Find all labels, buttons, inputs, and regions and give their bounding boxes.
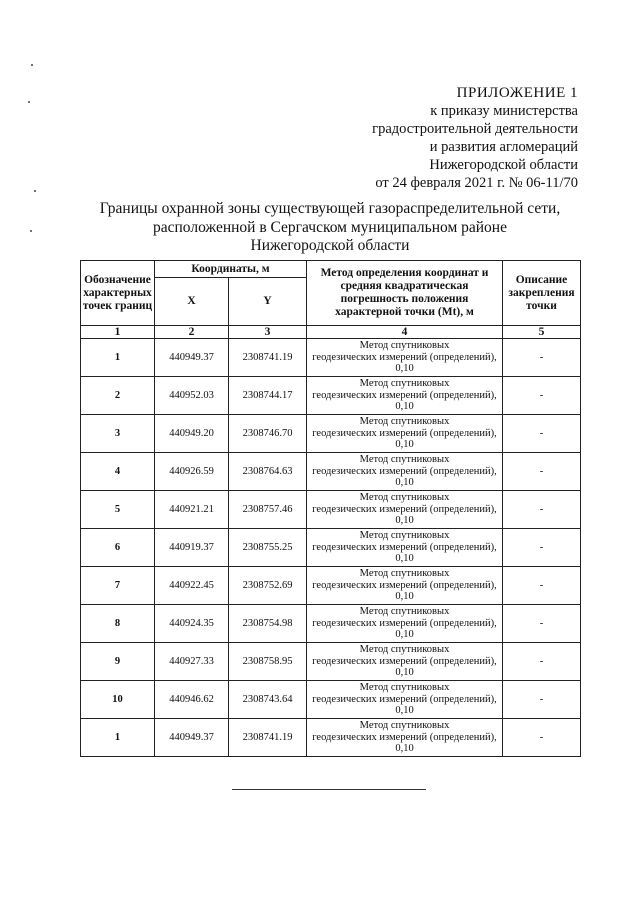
cell-point: 7 (81, 567, 155, 605)
table-row (81, 529, 581, 567)
title-line: Нижегородской области (250, 237, 410, 254)
table-row (81, 453, 581, 491)
method-line: Метод спутниковых (359, 454, 450, 466)
cell-x: 440922.45 (155, 567, 229, 605)
method-line: геодезических измерений (определений), (312, 351, 497, 363)
method-line: 0,10 (395, 363, 414, 375)
cell-point: 9 (81, 643, 155, 681)
header-y: Y (229, 278, 307, 326)
table-row (81, 719, 581, 757)
header-x: X (155, 278, 229, 326)
header-description: Описание закрепления точки (503, 261, 581, 326)
method-line: геодезических измерений (определений), (312, 427, 497, 439)
cell-y: 2308757.46 (229, 491, 307, 529)
method-line: Метод спутниковых (359, 568, 450, 580)
method-line: Метод спутниковых (359, 340, 450, 352)
method-line: геодезических измерений (определений), (312, 617, 497, 629)
coordinates-table (80, 260, 581, 757)
column-number-row (81, 326, 581, 339)
method-line: Метод спутниковых (359, 530, 450, 542)
appendix-block (372, 84, 578, 192)
table-body (81, 339, 581, 757)
method-line: 0,10 (395, 401, 414, 413)
method-line: 0,10 (395, 439, 414, 451)
cell-description: - (503, 605, 581, 643)
table-row (81, 681, 581, 719)
cell-description: - (503, 529, 581, 567)
cell-x: 440926.59 (155, 453, 229, 491)
cell-y: 2308741.19 (229, 339, 307, 377)
scan-speck (30, 230, 32, 232)
cell-y: 2308755.25 (229, 529, 307, 567)
cell-point: 2 (81, 377, 155, 415)
cell-y: 2308746.70 (229, 415, 307, 453)
method-line: геодезических измерений (определений), (312, 541, 497, 553)
cell-description: - (503, 719, 581, 757)
table-row (81, 605, 581, 643)
cell-x: 440927.33 (155, 643, 229, 681)
cell-method (307, 719, 503, 757)
cell-method (307, 529, 503, 567)
cell-point: 1 (81, 339, 155, 377)
method-line: Метод спутниковых (359, 644, 450, 656)
method-line: геодезических измерений (определений), (312, 503, 497, 515)
method-line: геодезических измерений (определений), (312, 465, 497, 477)
cell-x: 440924.35 (155, 605, 229, 643)
column-number: 4 (307, 326, 503, 339)
table-row (81, 643, 581, 681)
scan-speck (34, 190, 36, 192)
table-row (81, 339, 581, 377)
appendix-line: градостроительной деятельности (372, 121, 578, 137)
cell-point: 8 (81, 605, 155, 643)
column-number: 3 (229, 326, 307, 339)
method-line: геодезических измерений (определений), (312, 731, 497, 743)
cell-method (307, 567, 503, 605)
cell-point: 6 (81, 529, 155, 567)
cell-point: 10 (81, 681, 155, 719)
method-line: 0,10 (395, 553, 414, 565)
method-line: 0,10 (395, 743, 414, 755)
method-line: Метод спутниковых (359, 720, 450, 732)
cell-x: 440949.37 (155, 719, 229, 757)
title-line: расположенной в Сергачском муниципальном районе (152, 218, 507, 236)
table-row (81, 491, 581, 529)
cell-x: 440921.21 (155, 491, 229, 529)
cell-y: 2308754.98 (229, 605, 307, 643)
method-line: геодезических измерений (определений), (312, 579, 497, 591)
cell-point: 1 (81, 719, 155, 757)
cell-y: 2308741.19 (229, 719, 307, 757)
method-line: геодезических измерений (определений), (312, 655, 497, 667)
cell-description: - (503, 681, 581, 719)
cell-x: 440946.62 (155, 681, 229, 719)
cell-y: 2308744.17 (229, 377, 307, 415)
method-line: Метод спутниковых (359, 492, 450, 504)
cell-method (307, 453, 503, 491)
cell-x: 440952.03 (155, 377, 229, 415)
cell-y: 2308758.95 (229, 643, 307, 681)
method-line: Метод спутниковых (359, 378, 450, 390)
appendix-line: к приказу министерства (430, 103, 578, 119)
cell-description: - (503, 567, 581, 605)
header-designation: Обозначение характерных точек границ (81, 261, 155, 326)
table-row (81, 415, 581, 453)
column-number: 2 (155, 326, 229, 339)
cell-x: 440949.37 (155, 339, 229, 377)
cell-method (307, 605, 503, 643)
method-line: Метод спутниковых (359, 606, 450, 618)
cell-point: 3 (81, 415, 155, 453)
title-line: Границы охранной зоны существующей газораспределительной сети, (99, 200, 561, 217)
header-method: Метод определения координат и средняя квадратическая погрешность положения характерной точки (Mt), м (307, 261, 503, 326)
scan-speck (31, 64, 33, 66)
cell-method (307, 681, 503, 719)
cell-method (307, 377, 503, 415)
appendix-heading: ПРИЛОЖЕНИЕ 1 (456, 85, 578, 101)
column-number: 1 (81, 326, 155, 339)
method-line: Метод спутниковых (359, 682, 450, 694)
method-line: геодезических измерений (определений), (312, 389, 497, 401)
cell-method (307, 339, 503, 377)
method-line: 0,10 (395, 515, 414, 527)
cell-y: 2308752.69 (229, 567, 307, 605)
cell-description: - (503, 415, 581, 453)
cell-x: 440919.37 (155, 529, 229, 567)
method-line: 0,10 (395, 667, 414, 679)
cell-description: - (503, 377, 581, 415)
cell-point: 5 (81, 491, 155, 529)
table-row (81, 377, 581, 415)
header-coordinates: Координаты, м (155, 261, 307, 278)
cell-method (307, 491, 503, 529)
scan-speck (28, 101, 30, 103)
cell-description: - (503, 643, 581, 681)
appendix-line: Нижегородской области (429, 157, 578, 173)
appendix-line: от 24 февраля 2021 г. № 06-11/70 (375, 175, 578, 191)
cell-x: 440949.20 (155, 415, 229, 453)
cell-description: - (503, 339, 581, 377)
cell-y: 2308743.64 (229, 681, 307, 719)
footer-line (232, 789, 426, 790)
cell-method (307, 415, 503, 453)
cell-description: - (503, 453, 581, 491)
method-line: 0,10 (395, 591, 414, 603)
method-line: 0,10 (395, 705, 414, 717)
method-line: 0,10 (395, 629, 414, 641)
table-row (81, 567, 581, 605)
appendix-line: и развития агломераций (429, 139, 578, 155)
document-title (90, 200, 570, 256)
column-number: 5 (503, 326, 581, 339)
method-line: геодезических измерений (определений), (312, 693, 497, 705)
method-line: Метод спутниковых (359, 416, 450, 428)
cell-description: - (503, 491, 581, 529)
method-line: 0,10 (395, 477, 414, 489)
cell-point: 4 (81, 453, 155, 491)
cell-y: 2308764.63 (229, 453, 307, 491)
cell-method (307, 643, 503, 681)
